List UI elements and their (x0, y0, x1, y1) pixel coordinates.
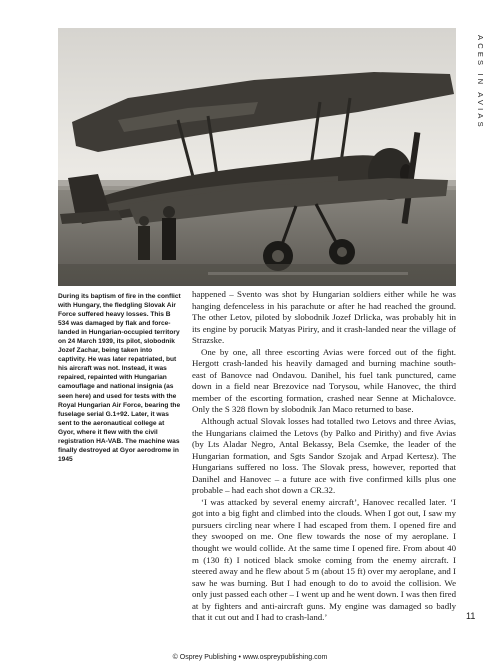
paragraph: One by one, all three escorting Avias were forced out of the fight. Hergott crash-landed his heavily damaged and burning machine south-east of Banovce nad Ondavou. Danihel, his fuel tank punctured, came down in a field near Brezovice nad Torysou, while Hanovec, the third member of the escorting formation, crashed near Senne at Michalovce. Only the S 328 flown by slobodnik Jan Maco returned to base. (192, 346, 456, 415)
body-text (192, 289, 456, 624)
page-number: 11 (466, 611, 476, 621)
photo-caption: During its baptism of fire in the conflict with Hungary, the fledgling Slovak Air Force suffered heavy losses. This B 534 was damaged by flak and force-landed in Hungarian-occupied territory on 24 March 1939, its pilot, slobodnik Jozef Zachar, being taken into captivity. He was later repatriated, but his aircraft was not. Instead, it was repaired, repainted with Hungarian camouflage and national insignia (as seen here) and used for tests with the Royal Hungarian Air Force, bearing the fuselage serial G.1+92. Later, it was sent to the aeronautical college at Gyor, where it flew with the civil registration HA-VAB. The machine was finally destroyed at Gyor aerodrome in 1945 (58, 293, 181, 463)
paragraph: happened – Svento was shot by Hungarian soldiers either while he was hanging defenceless in his parachute or after he had reached the ground. The other Letov, piloted by slobodnik Jozef Drlicka, was probably hit in its engine by porucik Matyas Piriry, and it crash-landed near the village of Strazske. (192, 289, 456, 346)
running-head: ACES IN AVIAS (476, 35, 485, 130)
paragraph: ‘I was attacked by several enemy aircraft’, Hanovec recalled later. ‘I got into a big fight and climbed into the clouds. When I got out, I saw my pursuers circling near where I had escaped from them. I opened fire and they swooped on me. One flew towards the nose of my aeroplane. I thought we would collide. At the same time I opened fire. From about 40 m (130 ft) I noticed black smoke coming from the enemy aircraft. I steered away and he flew about 5 m (about 15 ft) over my aeroplane, and I saw he was burning. But I had enough to do to avoid the collision. We only just passed each other – I went up and he went down. I was then fired at by fighters and anti-aircraft guns. My engine was damaged so badly that it cut out and I had to crash-land.’ (192, 496, 457, 623)
paragraph: Although actual Slovak losses had totalled two Letovs and three Avias, the Hungarians claimed the Letovs (by Palko and Pirithy) and five Avias (by Lts Aladar Negro, Antal Bekassy, Bela Csemke, the leader of the Hungarian formation, and Sgts Sandor Szojak and Arpad Kertesz). The Hungarians suffered no loss. The Slovak press, however, reported that Danihel and Hanovec – a future ace with five confirmed kills plus one probable – had each shot down a CR.32. (192, 416, 456, 496)
aircraft-photo (58, 28, 456, 286)
publisher-footer: © Osprey Publishing • www.ospreypublishing.com (172, 654, 328, 661)
